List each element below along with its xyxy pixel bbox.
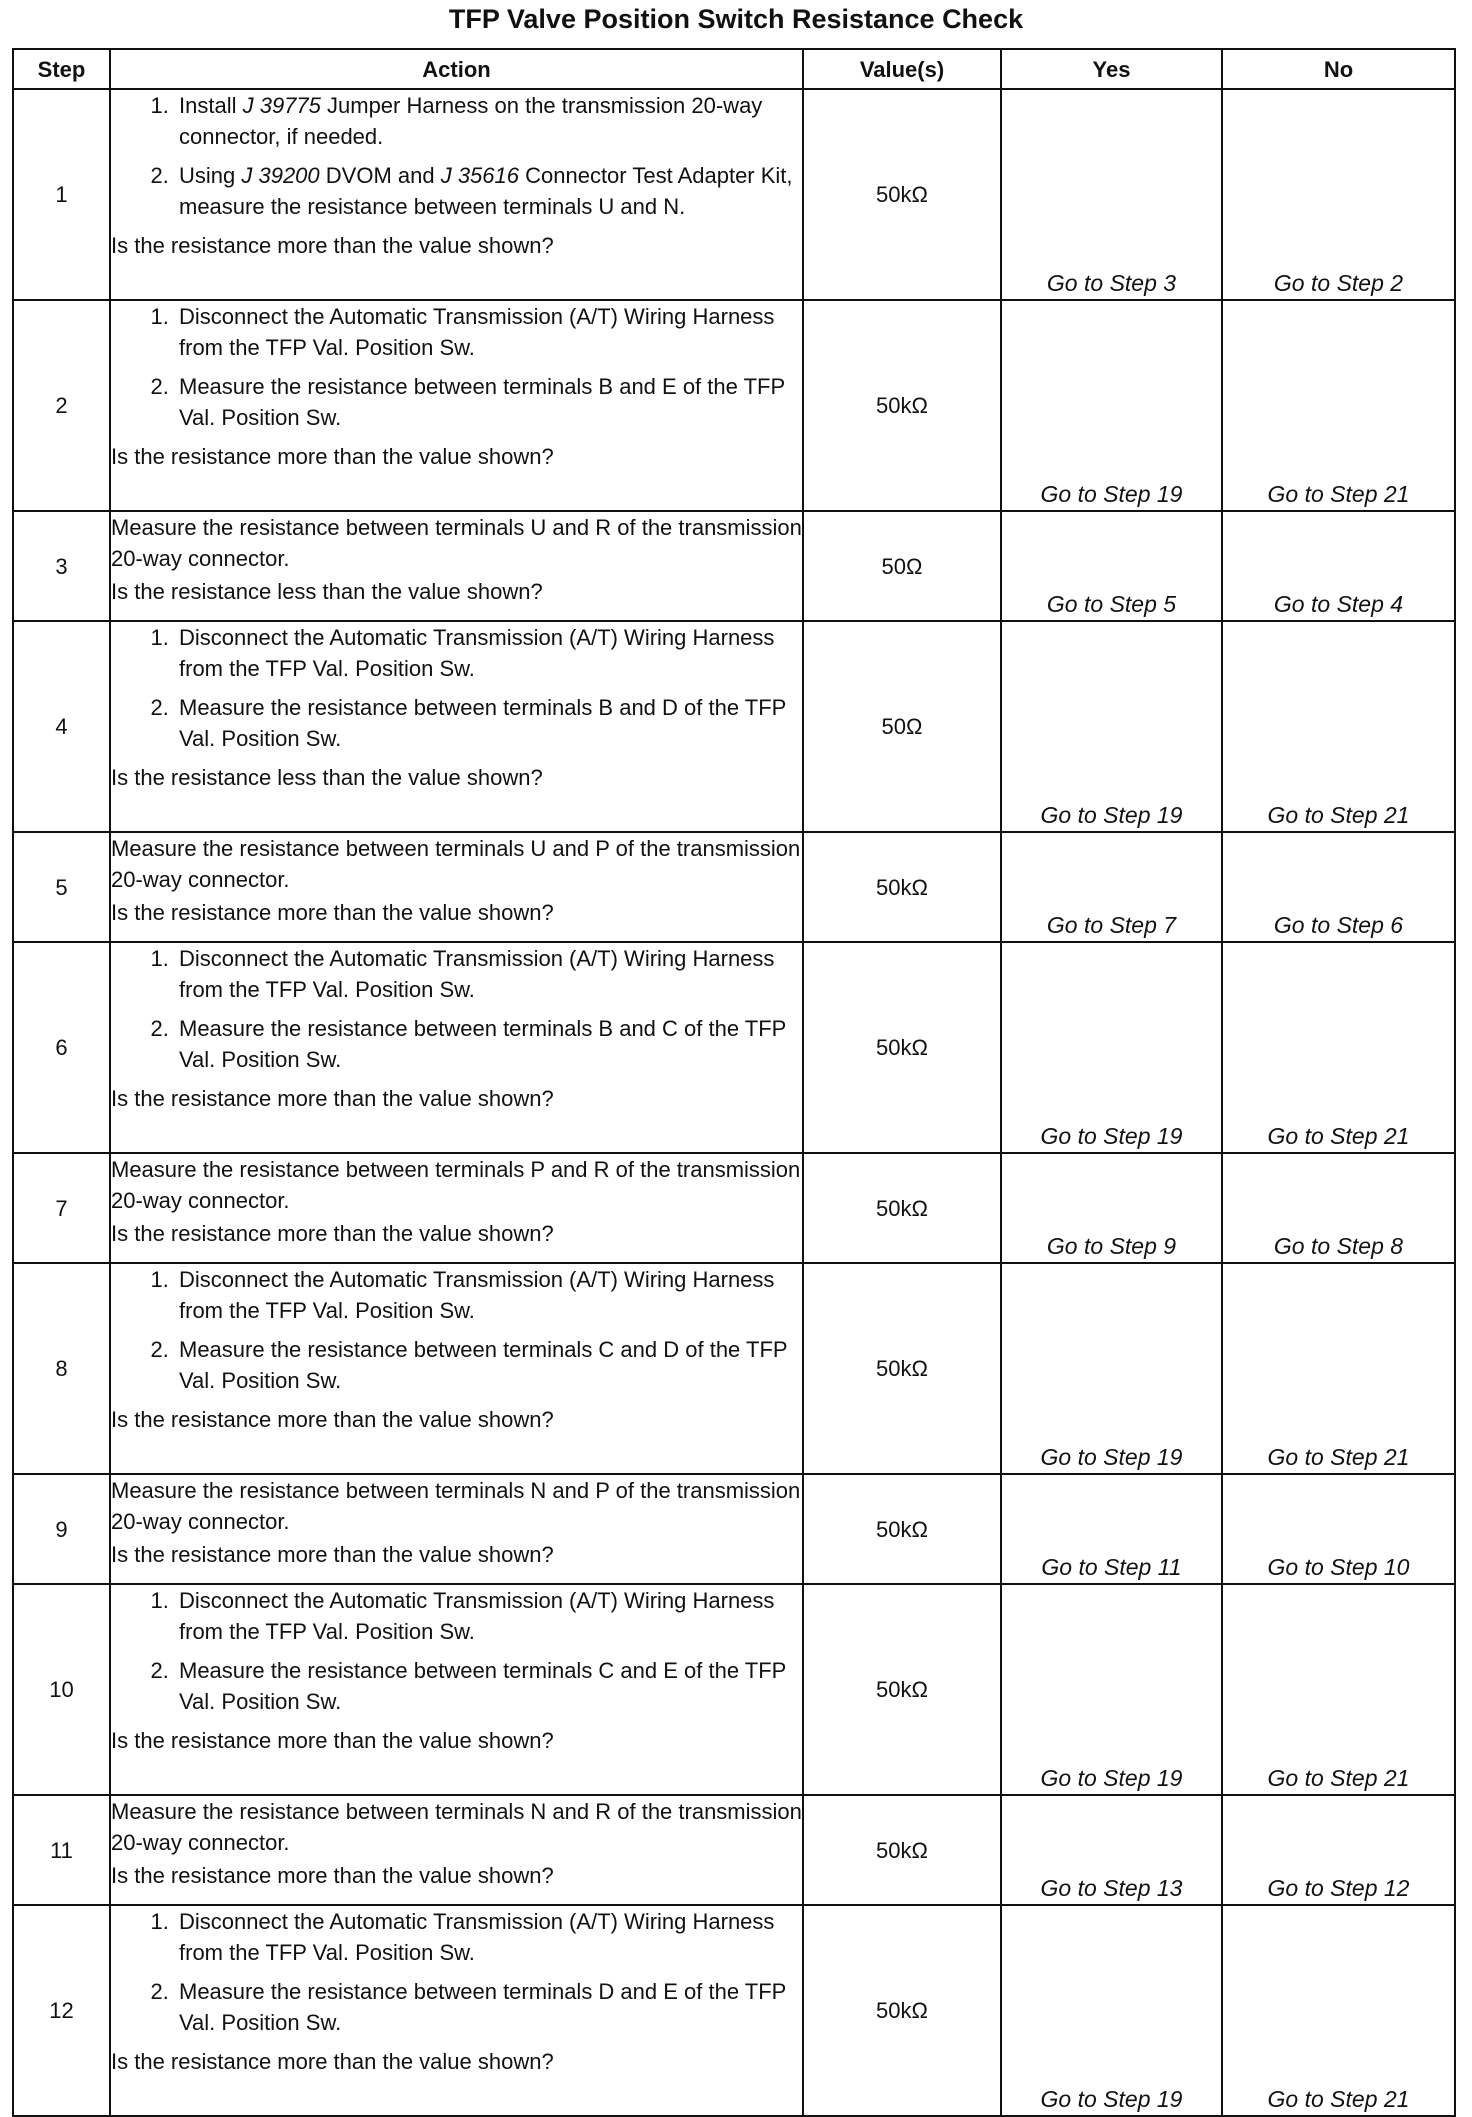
action-cell (110, 1153, 803, 1263)
table-row (13, 1153, 1455, 1263)
value-cell: 50Ω (803, 621, 1001, 832)
value-cell: 50kΩ (803, 1263, 1001, 1474)
substep-item (175, 1655, 802, 1717)
substep-text: Jumper Harness on the transmission 20-way connector, if needed. (179, 93, 763, 149)
action-cell (110, 942, 803, 1153)
substep-list (111, 622, 802, 754)
yes-cell: Go to Step 19 (1001, 942, 1222, 1153)
no-cell: Go to Step 10 (1222, 1474, 1455, 1584)
instruction-text: Measure the resistance between terminals U and R of the transmission 20-way connector. (111, 515, 802, 571)
page-title: TFP Valve Position Switch Resistance Check (448, 4, 1024, 34)
substep-text: Measure the resistance between terminals B and E of the TFP Val. Position Sw. (179, 374, 785, 430)
question-text: Is the resistance more than the value shown? (111, 2049, 554, 2074)
table-row (13, 942, 1455, 1153)
no-cell: Go to Step 6 (1222, 832, 1455, 942)
substep-text: Disconnect the Automatic Transmission (A/T) Wiring Harness from the TFP Val. Position Sw. (179, 625, 775, 681)
table-row (13, 1905, 1455, 2116)
procedure-table (12, 48, 1456, 2117)
question-text: Is the resistance less than the value shown? (111, 765, 543, 790)
instruction-text: Measure the resistance between terminals N and R of the transmission 20-way connector. (111, 1799, 802, 1855)
no-cell: Go to Step 21 (1222, 300, 1455, 511)
question-text: Is the resistance more than the value shown? (111, 444, 554, 469)
step-number: 2 (13, 300, 110, 511)
question-text: Is the resistance less than the value shown? (111, 579, 543, 604)
value-cell: 50kΩ (803, 1584, 1001, 1795)
action-cell (110, 89, 803, 300)
table-body (13, 89, 1455, 2116)
yes-cell: Go to Step 7 (1001, 832, 1222, 942)
substep-text: Connector Test Adapter Kit, measure the resistance between terminals U and N. (179, 163, 793, 219)
header-row (13, 49, 1455, 89)
value-cell: 50Ω (803, 511, 1001, 621)
substep-item (175, 1334, 802, 1396)
value-cell: 50kΩ (803, 300, 1001, 511)
no-cell: Go to Step 12 (1222, 1795, 1455, 1905)
yes-cell: Go to Step 11 (1001, 1474, 1222, 1584)
question-text: Is the resistance more than the value shown? (111, 1728, 554, 1753)
step-number: 3 (13, 511, 110, 621)
question-text: Is the resistance more than the value shown? (111, 1863, 554, 1888)
step-number: 4 (13, 621, 110, 832)
yes-cell: Go to Step 5 (1001, 511, 1222, 621)
no-cell: Go to Step 4 (1222, 511, 1455, 621)
action-cell (110, 511, 803, 621)
step-number: 11 (13, 1795, 110, 1905)
table-row (13, 832, 1455, 942)
substep-text: Measure the resistance between terminals C and E of the TFP Val. Position Sw. (179, 1658, 786, 1714)
action-cell (110, 1263, 803, 1474)
value-cell: 50kΩ (803, 832, 1001, 942)
question-text: Is the resistance more than the value shown? (111, 233, 554, 258)
substep-item (175, 1264, 802, 1326)
header-step: Step (13, 49, 110, 89)
step-number: 6 (13, 942, 110, 1153)
step-number: 1 (13, 89, 110, 300)
no-cell: Go to Step 21 (1222, 1905, 1455, 2116)
table-row (13, 621, 1455, 832)
value-cell: 50kΩ (803, 1905, 1001, 2116)
substep-text: Disconnect the Automatic Transmission (A/T) Wiring Harness from the TFP Val. Position Sw. (179, 1267, 775, 1323)
no-cell: Go to Step 21 (1222, 942, 1455, 1153)
substep-item (175, 301, 802, 363)
header-value: Value(s) (803, 49, 1001, 89)
substep-text: Install (179, 93, 243, 118)
value-cell: 50kΩ (803, 1474, 1001, 1584)
substep-text: Measure the resistance between terminals C and D of the TFP Val. Position Sw. (179, 1337, 788, 1393)
yes-cell: Go to Step 9 (1001, 1153, 1222, 1263)
substep-list (111, 1585, 802, 1717)
value-cell: 50kΩ (803, 942, 1001, 1153)
table-row (13, 1474, 1455, 1584)
substep-item (175, 160, 802, 222)
question-text: Is the resistance more than the value shown? (111, 1086, 554, 1111)
substep-text: Measure the resistance between terminals D and E of the TFP Val. Position Sw. (179, 1979, 786, 2035)
substep-text: Disconnect the Automatic Transmission (A/T) Wiring Harness from the TFP Val. Position Sw. (179, 946, 775, 1002)
action-cell (110, 1474, 803, 1584)
value-cell: 50kΩ (803, 1795, 1001, 1905)
step-number: 12 (13, 1905, 110, 2116)
yes-cell: Go to Step 13 (1001, 1795, 1222, 1905)
header-no: No (1222, 49, 1455, 89)
tool-number: J 39200 (241, 163, 320, 188)
substep-list (111, 301, 802, 433)
table-row (13, 300, 1455, 511)
substep-text: Measure the resistance between terminals B and C of the TFP Val. Position Sw. (179, 1016, 786, 1072)
substep-list (111, 90, 802, 222)
step-number: 10 (13, 1584, 110, 1795)
value-cell: 50kΩ (803, 1153, 1001, 1263)
substep-item (175, 1013, 802, 1075)
action-cell (110, 1795, 803, 1905)
yes-cell: Go to Step 19 (1001, 1263, 1222, 1474)
question-text: Is the resistance more than the value shown? (111, 900, 554, 925)
substep-text: Disconnect the Automatic Transmission (A/T) Wiring Harness from the TFP Val. Position Sw. (179, 1909, 775, 1965)
substep-list (111, 943, 802, 1075)
instruction-text: Measure the resistance between terminals N and P of the transmission 20-way connector. (111, 1478, 801, 1534)
step-number: 5 (13, 832, 110, 942)
table-row (13, 89, 1455, 300)
table-row (13, 1795, 1455, 1905)
question-text: Is the resistance more than the value shown? (111, 1221, 554, 1246)
no-cell: Go to Step 21 (1222, 621, 1455, 832)
substep-text: Disconnect the Automatic Transmission (A/T) Wiring Harness from the TFP Val. Position Sw. (179, 1588, 775, 1644)
substep-item (175, 371, 802, 433)
substep-text: Measure the resistance between terminals B and D of the TFP Val. Position Sw. (179, 695, 786, 751)
value-cell: 50kΩ (803, 89, 1001, 300)
table-row (13, 1584, 1455, 1795)
instruction-text: Measure the resistance between terminals P and R of the transmission 20-way connector. (111, 1157, 801, 1213)
yes-cell: Go to Step 19 (1001, 1905, 1222, 2116)
tool-number: J 39775 (242, 93, 321, 118)
yes-cell: Go to Step 19 (1001, 300, 1222, 511)
substep-item (175, 622, 802, 684)
substep-list (111, 1906, 802, 2038)
substep-item (175, 943, 802, 1005)
substep-item (175, 1906, 802, 1968)
table-row (13, 511, 1455, 621)
step-number: 7 (13, 1153, 110, 1263)
action-cell (110, 621, 803, 832)
substep-text: Disconnect the Automatic Transmission (A/T) Wiring Harness from the TFP Val. Position Sw. (179, 304, 775, 360)
action-cell (110, 1905, 803, 2116)
tool-number: J 35616 (440, 163, 519, 188)
table-row (13, 1263, 1455, 1474)
substep-item (175, 90, 802, 152)
question-text: Is the resistance more than the value shown? (111, 1542, 554, 1567)
substep-text: Using (179, 163, 242, 188)
no-cell: Go to Step 2 (1222, 89, 1455, 300)
no-cell: Go to Step 21 (1222, 1263, 1455, 1474)
instruction-text: Measure the resistance between terminals U and P of the transmission 20-way connector. (111, 836, 801, 892)
action-cell (110, 832, 803, 942)
substep-text: DVOM and (319, 163, 441, 188)
yes-cell: Go to Step 3 (1001, 89, 1222, 300)
yes-cell: Go to Step 19 (1001, 1584, 1222, 1795)
no-cell: Go to Step 8 (1222, 1153, 1455, 1263)
yes-cell: Go to Step 19 (1001, 621, 1222, 832)
question-text: Is the resistance more than the value shown? (111, 1407, 554, 1432)
substep-list (111, 1264, 802, 1396)
action-cell (110, 300, 803, 511)
header-yes: Yes (1001, 49, 1222, 89)
header-action: Action (110, 49, 803, 89)
no-cell: Go to Step 21 (1222, 1584, 1455, 1795)
step-number: 8 (13, 1263, 110, 1474)
substep-item (175, 1976, 802, 2038)
substep-item (175, 1585, 802, 1647)
substep-item (175, 692, 802, 754)
action-cell (110, 1584, 803, 1795)
step-number: 9 (13, 1474, 110, 1584)
